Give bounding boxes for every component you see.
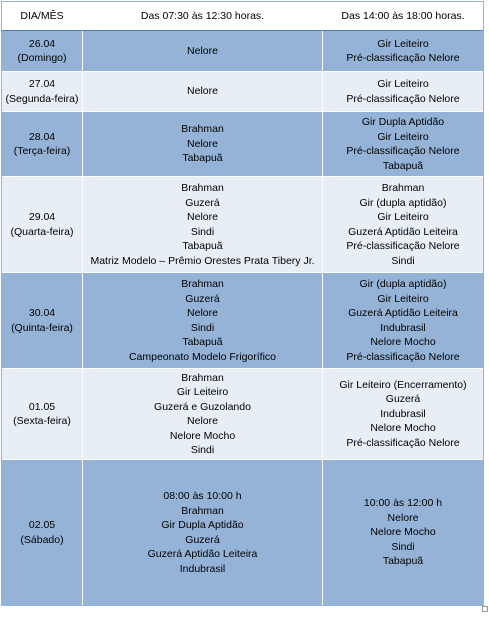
day-date: 29.04 bbox=[28, 211, 56, 223]
afternoon-item: Gir Leiteiro bbox=[377, 78, 429, 90]
morning-cell bbox=[83, 177, 323, 273]
afternoon-item: Brahman bbox=[381, 182, 425, 194]
afternoon-cell bbox=[323, 31, 484, 72]
header-afternoon: Das 14:00 às 18:00 horas. bbox=[323, 2, 484, 31]
morning-item: Sindi bbox=[190, 225, 215, 238]
day-weekday: (Quarta-feira) bbox=[10, 225, 74, 238]
afternoon-cell bbox=[323, 72, 484, 112]
resize-handle[interactable] bbox=[482, 606, 488, 612]
morning-item: Nelore bbox=[187, 307, 218, 319]
afternoon-item: Sindi bbox=[391, 254, 415, 267]
morning-item: 08:00 às 10:00 h bbox=[163, 490, 242, 502]
schedule-table bbox=[1, 1, 484, 606]
morning-item: Tabapuã bbox=[182, 240, 223, 252]
day-date: 27.04 bbox=[28, 78, 56, 90]
morning-item: Matriz Modelo – Prêmio Orestes Prata Tibery Jr. bbox=[90, 254, 315, 267]
afternoon-item: Pré-classificação Nelore bbox=[346, 52, 460, 64]
afternoon-cell bbox=[323, 369, 484, 460]
afternoon-item: Pré-classificação Nelore bbox=[346, 240, 460, 252]
afternoon-item: Gir Leiteiro bbox=[377, 292, 429, 305]
schedule-row bbox=[2, 31, 484, 72]
morning-item: Guzerá bbox=[185, 292, 220, 305]
morning-item: Nelore bbox=[187, 211, 218, 223]
morning-item: Nelore bbox=[187, 85, 218, 98]
morning-item: Nelore bbox=[187, 415, 218, 427]
morning-item: Brahman bbox=[181, 371, 224, 384]
morning-item: Sindi bbox=[190, 321, 215, 334]
afternoon-item: Nelore Mocho bbox=[370, 526, 436, 539]
schedule-row bbox=[2, 72, 484, 112]
header-row bbox=[2, 2, 484, 31]
afternoon-item: Pré-classificação Nelore bbox=[346, 436, 460, 449]
morning-cell bbox=[83, 112, 323, 177]
day-weekday: (Segunda-feira) bbox=[5, 92, 79, 105]
day-cell bbox=[2, 369, 83, 460]
afternoon-item: Guzerá Aptidão Leiteira bbox=[348, 307, 458, 319]
day-cell bbox=[2, 460, 83, 606]
morning-cell bbox=[83, 369, 323, 460]
schedule-row bbox=[2, 369, 484, 460]
afternoon-item: Nelore Mocho bbox=[370, 422, 436, 435]
morning-item: Gir Leiteiro bbox=[176, 386, 229, 398]
afternoon-item: Gir Leiteiro bbox=[377, 37, 429, 50]
day-weekday: (Sexta-feira) bbox=[13, 415, 71, 427]
schedule-row bbox=[2, 177, 484, 273]
morning-item: Brahman bbox=[181, 278, 224, 290]
afternoon-cell bbox=[323, 112, 484, 177]
schedule-row bbox=[2, 273, 484, 369]
morning-item: Tabapuã bbox=[182, 336, 223, 348]
afternoon-item: Gir Leiteiro bbox=[377, 130, 429, 143]
morning-cell bbox=[83, 31, 323, 72]
morning-item: Brahman bbox=[181, 123, 224, 136]
day-weekday: (Domingo) bbox=[17, 52, 67, 64]
afternoon-item: Pré-classificação Nelore bbox=[346, 350, 460, 363]
afternoon-item: 10:00 às 12:00 h bbox=[363, 497, 443, 510]
morning-cell bbox=[83, 460, 323, 606]
morning-item: Nelore Mocho bbox=[169, 429, 236, 442]
afternoon-item: Gir (dupla aptidão) bbox=[359, 196, 447, 209]
afternoon-item: Gir (dupla aptidão) bbox=[359, 278, 447, 290]
afternoon-item: Gir Dupla Aptidão bbox=[361, 116, 445, 128]
afternoon-item: Indubrasil bbox=[380, 321, 426, 334]
afternoon-item: Nelore Mocho bbox=[370, 336, 436, 348]
morning-item: Tabapuã bbox=[182, 152, 223, 165]
day-date: 28.04 bbox=[28, 130, 56, 143]
day-cell bbox=[2, 72, 83, 112]
afternoon-item: Gir Leiteiro bbox=[377, 211, 429, 223]
morning-item: Nelore bbox=[187, 44, 218, 57]
day-cell bbox=[2, 177, 83, 273]
afternoon-item: Guzerá bbox=[385, 393, 421, 406]
day-weekday: (Terça-feira) bbox=[13, 145, 71, 157]
morning-cell bbox=[83, 72, 323, 112]
day-cell bbox=[2, 273, 83, 369]
morning-item: Gir Dupla Aptidão bbox=[161, 519, 244, 531]
day-cell bbox=[2, 31, 83, 72]
afternoon-item: Tabapuã bbox=[382, 555, 424, 568]
morning-item: Brahman bbox=[181, 182, 224, 194]
day-date: 30.04 bbox=[28, 307, 56, 319]
morning-item: Sindi bbox=[190, 444, 215, 456]
schedule-row bbox=[2, 460, 484, 606]
header-day: DIA/MÊS bbox=[2, 2, 83, 31]
morning-cell bbox=[83, 273, 323, 369]
day-date: 02.05 bbox=[28, 519, 56, 531]
header-morning: Das 07:30 às 12:30 horas. bbox=[83, 2, 323, 31]
afternoon-cell bbox=[323, 460, 484, 606]
morning-item: Campeonato Modelo Frigorífico bbox=[128, 350, 277, 363]
afternoon-item: Sindi bbox=[391, 540, 415, 553]
morning-item: Indubrasil bbox=[179, 562, 226, 575]
day-date: 26.04 bbox=[28, 37, 56, 50]
afternoon-item: Pré-classificação Nelore bbox=[346, 145, 460, 157]
morning-item: Brahman bbox=[181, 504, 224, 517]
morning-item: Guzerá bbox=[185, 533, 220, 546]
afternoon-cell bbox=[323, 177, 484, 273]
afternoon-item: Pré-classificação Nelore bbox=[346, 92, 460, 105]
day-cell bbox=[2, 112, 83, 177]
afternoon-item: Guzerá Aptidão Leiteira bbox=[348, 225, 458, 238]
morning-item: Guzerá e Guzolando bbox=[154, 400, 251, 413]
afternoon-item: Indubrasil bbox=[380, 407, 426, 420]
day-date: 01.05 bbox=[28, 400, 56, 413]
day-weekday: (Sábado) bbox=[20, 533, 64, 546]
morning-item: Guzerá bbox=[185, 196, 220, 209]
schedule-row bbox=[2, 112, 484, 177]
morning-item: Guzerá Aptidão Leiteira bbox=[147, 548, 258, 560]
morning-item: Nelore bbox=[187, 137, 218, 150]
afternoon-item: Nelore bbox=[387, 511, 419, 524]
afternoon-item: Gir Leiteiro (Encerramento) bbox=[339, 378, 467, 391]
afternoon-item: Tabapuã bbox=[382, 159, 424, 172]
day-weekday: (Quinta-feira) bbox=[11, 321, 73, 334]
afternoon-cell bbox=[323, 273, 484, 369]
